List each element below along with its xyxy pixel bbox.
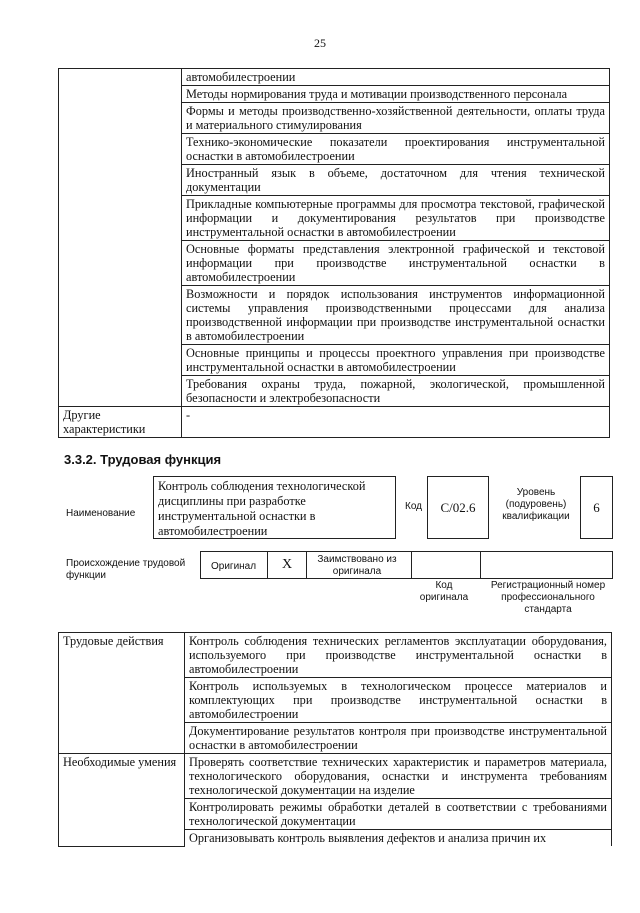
origin-label: Происхождение трудовой функции — [66, 558, 186, 581]
action-item: Контроль соблюдения технических регламентов эксплуатации оборудования, используемого при производстве инструментальной оснастки в автомобилестроении — [185, 633, 612, 678]
original-mark: X — [281, 557, 293, 572]
original-code-cell — [411, 552, 481, 578]
borrowed-label: Заимствовано из оригинала — [317, 554, 397, 577]
code-caption: Код оригинала — [419, 580, 469, 603]
knowledge-item: Основные принципы и процессы проектного управления при производстве инструментальной оснастки в автомобилестроении — [182, 345, 610, 376]
knowledge-table — [58, 68, 610, 438]
section-title: 3.3.2. Трудовая функция — [64, 452, 222, 467]
original-label: Оригинал — [211, 561, 257, 572]
other-characteristics-label: Другие характеристики — [59, 407, 182, 438]
original-mark-cell — [267, 552, 307, 578]
action-item: Контроль используемых в технологическом процессе материалов и комплектующих при производстве инструментальной оснастки в автомобилестроении — [185, 678, 612, 723]
function-name-value: Контроль соблюдения технологической дисциплины при разработке инструментальной оснастки в автомобилестроении — [158, 479, 366, 538]
knowledge-label-cell — [59, 69, 182, 407]
work-table — [58, 632, 612, 847]
knowledge-item: Формы и методы производственно-хозяйственной деятельности, оплаты труда и материального стимулирования — [182, 103, 610, 134]
level-box — [580, 476, 613, 539]
knowledge-item: Технико-экономические показатели проектирования инструментальной оснастки в автомобилестроении — [182, 134, 610, 165]
skills-label: Необходимые умения — [59, 754, 185, 847]
other-characteristics-value: - — [182, 407, 610, 438]
skill-item: Организовывать контроль выявления дефектов и анализа причин их — [185, 830, 612, 847]
knowledge-item: Прикладные компьютерные программы для просмотра текстовой, графической информации и документирования результатов при производстве инструментальной оснастки в автомобилестроении — [182, 196, 610, 241]
skill-item: Проверять соответствие технических характеристик и параметров материала, технологического оборудования, оснастки и инструмента требованиям технологической документации на изделие — [185, 754, 612, 799]
origin-box — [200, 551, 613, 579]
name-label: Наименование — [66, 508, 136, 519]
level-value: 6 — [593, 499, 600, 515]
function-code-value: C/02.6 — [440, 499, 476, 515]
code-label: Код — [405, 501, 423, 512]
knowledge-item: Возможности и порядок использования инструментов информационной системы управления производственными процессами для анализа производственной информации при производстве инструментальной оснастки в автомобилестроении — [182, 286, 610, 345]
page-number: 25 — [314, 36, 326, 50]
knowledge-item: Иностранный язык в объеме, достаточном для чтения технической документации — [182, 165, 610, 196]
action-item: Документирование результатов контроля при производстве инструментальной оснастки в автомобилестроении — [185, 723, 612, 754]
skill-item: Контролировать режимы обработки деталей в соответствии с требованиями технологической документации — [185, 799, 612, 830]
reg-number-caption: Регистрационный номер профессионального стандарта — [490, 580, 606, 615]
knowledge-item: автомобилестроении — [182, 69, 610, 86]
knowledge-item: Методы нормирования труда и мотивации производственного персонала — [182, 86, 610, 103]
function-code-box — [427, 476, 489, 539]
level-label: Уровень (подуровень) квалификации — [502, 487, 570, 522]
actions-label: Трудовые действия — [59, 633, 185, 754]
knowledge-item: Основные форматы представления электронной графической и текстовой информации при производстве инструментальной оснастки в автомобилестроении — [182, 241, 610, 286]
knowledge-item: Требования охраны труда, пожарной, экологической, промышленной безопасности и электробезопасности — [182, 376, 610, 407]
function-name-box — [153, 476, 396, 539]
